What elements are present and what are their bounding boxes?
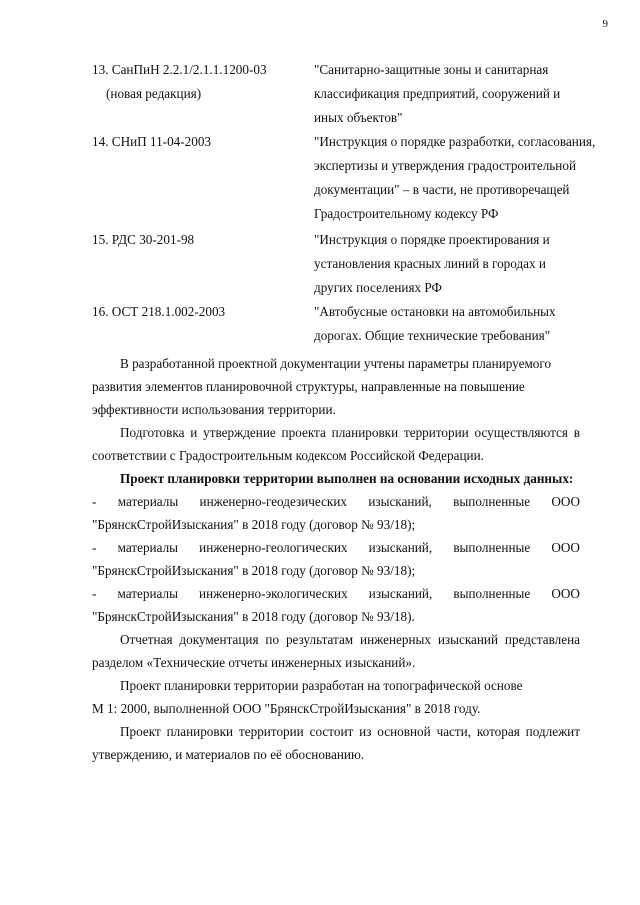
paragraph-line: развития элементов планировочной структуры, направленные на повышение <box>92 379 525 394</box>
bullet-word: выполненные <box>453 586 531 601</box>
bullet-word: выполненные <box>453 540 531 555</box>
bullet-word: инженерно-геодезических <box>199 494 347 509</box>
paragraph-line: соответствии с Градостроительным кодексом Российской Федерации. <box>92 448 484 463</box>
bullet-word: изысканий, <box>368 586 433 601</box>
bullet-dash: - <box>92 494 97 509</box>
reference-desc-line: "Инструкция о порядке разработки, согласования, <box>314 134 596 149</box>
reference-description <box>314 300 604 348</box>
reference-code-line: 14. СНиП 11-04-2003 <box>92 134 212 149</box>
reference-desc-line: установления красных линий в городах и <box>314 256 546 271</box>
reference-code-line: 15. РДС 30-201-98 <box>92 232 195 247</box>
reference-desc-line: экспертизы и утверждения градостроительной <box>314 158 576 173</box>
reference-code <box>92 300 302 324</box>
paragraph-line: Подготовка и утверждение проекта планировки территории осуществляются в <box>120 425 580 440</box>
bullet-word: ООО <box>551 494 580 509</box>
paragraph-line: эффективности использования территории. <box>92 402 336 417</box>
reference-desc-line: других поселениях РФ <box>314 280 442 295</box>
reference-desc-line: "Автобусные остановки на автомобильных <box>314 304 556 319</box>
reference-desc-line: "Инструкция о порядке проектирования и <box>314 232 550 247</box>
paragraph-line: В разработанной проектной документации учтены параметры планируемого <box>120 356 552 371</box>
bullet-item <box>92 536 580 559</box>
bullet-continuation: "БрянскСтройИзыскания" в 2018 году (договор № 93/18); <box>92 517 416 532</box>
body-text <box>92 352 580 766</box>
bullet-word: изысканий, <box>368 494 432 509</box>
paragraph-line: Проект планировки территории состоит из основной части, которая подлежит <box>120 724 580 739</box>
paragraph-line: утверждению, и материалов по её обоснованию. <box>92 747 365 762</box>
bullet-dash: - <box>92 540 97 555</box>
bullet-word: материалы <box>117 540 179 555</box>
reference-code-line: (новая редакция) <box>106 86 202 101</box>
reference-desc-line: документации" – в части, не противоречащей <box>314 182 570 197</box>
reference-desc-line: дорогах. Общие технические требования" <box>314 328 551 343</box>
bullet-word: инженерно-геологических <box>199 540 348 555</box>
page-number: 9 <box>602 18 608 30</box>
bullet-item <box>92 490 580 513</box>
reference-description <box>314 130 604 226</box>
section-heading: Проект планировки территории выполнен на основании исходных данных: <box>120 471 574 486</box>
paragraph-line: Отчетная документация по результатам инженерных изысканий представлена <box>120 632 580 647</box>
reference-code-line: 13. СанПиН 2.2.1/2.1.1.1200-03 <box>92 62 267 77</box>
bullet-word: материалы <box>117 586 178 601</box>
bullet-item <box>92 582 580 605</box>
bullet-word: материалы <box>117 494 179 509</box>
bullet-continuation: "БрянскСтройИзыскания" в 2018 году (договор № 93/18). <box>92 609 415 624</box>
bullet-dash: - <box>92 586 97 601</box>
reference-desc-line: классификация предприятий, сооружений и <box>314 86 561 101</box>
bullet-continuation: "БрянскСтройИзыскания" в 2018 году (договор № 93/18); <box>92 563 416 578</box>
paragraph-line: разделом «Технические отчеты инженерных изысканий». <box>92 655 416 670</box>
bullet-word: ООО <box>551 540 580 555</box>
paragraph-line: М 1: 2000, выполненной ООО "БрянскСтройИзыскания" в 2018 году. <box>92 701 481 716</box>
reference-desc-line: иных объектов" <box>314 110 403 125</box>
reference-description <box>314 58 604 130</box>
paragraph-line: Проект планировки территории разработан на топографической основе <box>120 678 523 693</box>
reference-desc-line: "Санитарно-защитные зоны и санитарная <box>314 62 549 77</box>
bullet-word: ООО <box>551 586 580 601</box>
reference-code <box>92 228 302 252</box>
bullet-word: выполненные <box>453 494 531 509</box>
reference-desc-line: Градостроительному кодексу РФ <box>314 206 499 221</box>
reference-code <box>92 130 302 154</box>
reference-code <box>92 58 302 106</box>
bullet-word: изысканий, <box>368 540 433 555</box>
reference-description <box>314 228 604 300</box>
bullet-word: инженерно-экологических <box>199 586 348 601</box>
reference-code-line: 16. ОСТ 218.1.002-2003 <box>92 304 226 319</box>
